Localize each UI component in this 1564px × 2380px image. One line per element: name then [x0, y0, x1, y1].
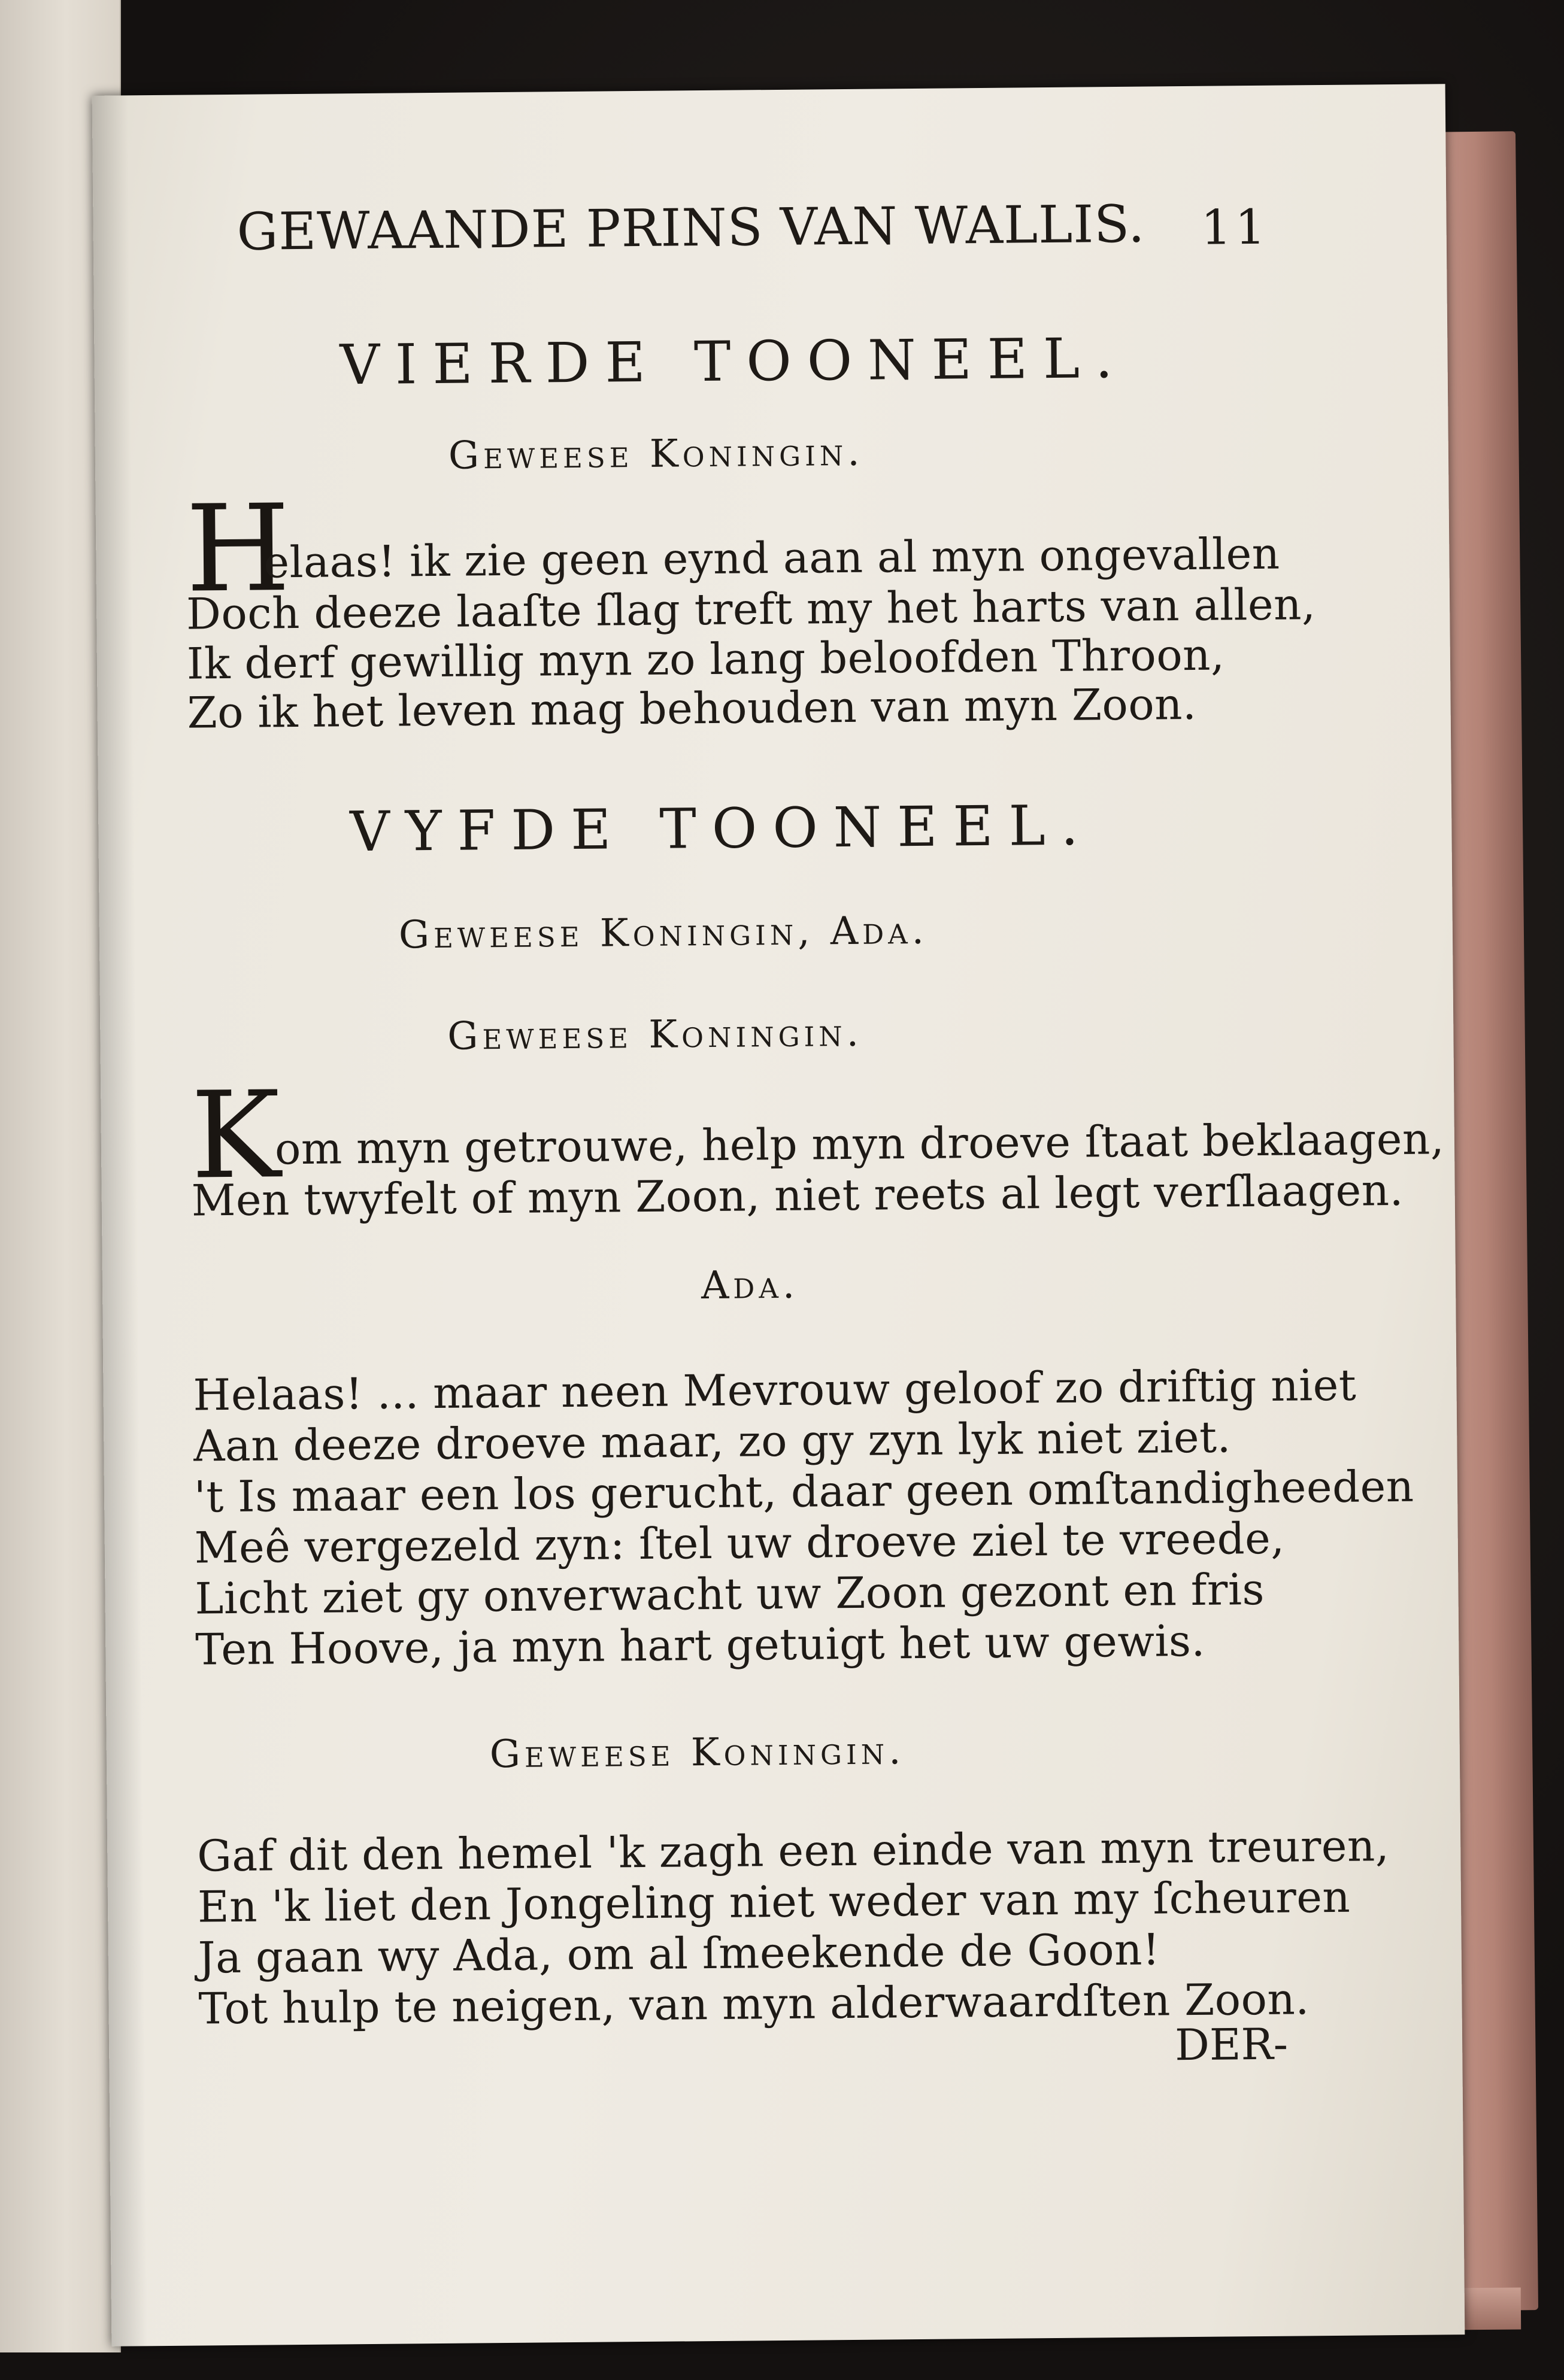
verse-line: 't Is maar een los gerucht, daar geen omſtandigheeden [193, 1461, 1414, 1522]
verse-line: Ja gaan wy Ada, om al ſmeekende de Goon! [198, 1924, 1160, 1983]
verse-line: Gaf dit den hemel 'k zagh een einde van myn treuren, [196, 1820, 1390, 1881]
page-text [92, 84, 1465, 2346]
drop-cap-h: H [185, 479, 291, 620]
verse-line: Doch deeze laaſte ſlag treft my het harts van allen, [186, 579, 1316, 639]
speaker-heading: Geweese Koningin. [448, 430, 864, 478]
verse-line: En 'k liet den Jongeling niet weder van my ſcheuren [197, 1871, 1351, 1932]
verse-line: Meê vergezeld zyn: ſtel uw droeve ziel te vreede, [194, 1513, 1285, 1573]
catchword: DER- [1174, 2018, 1289, 2071]
verse-line: Aan deeze droeve maar, zo gy zyn lyk niet ziet. [193, 1411, 1232, 1471]
speaker-heading: Geweese Koningin. [447, 1010, 863, 1059]
running-head: GEWAANDE PRINS VAN WALLIS. [237, 194, 1145, 262]
verse-line: Zo ik het leven mag behouden van myn Zoon. [187, 678, 1197, 738]
verse-line: Licht ziet gy onverwacht uw Zoon gezont en fris [195, 1564, 1265, 1624]
verse-line: elaas! ik zie geen eynd aan al myn ongevallen [263, 528, 1280, 588]
verse-line: Ik derf gewillig myn zo lang beloofden Throon, [186, 629, 1225, 689]
speaker-heading: Ada. [701, 1262, 799, 1309]
characters-heading: Geweese Koningin, Ada. [398, 908, 929, 958]
page-number: 11 [1201, 199, 1269, 256]
verse-line: Helaas! ... maar neen Mevrouw geloof zo driftig niet [193, 1359, 1357, 1420]
drop-cap-k: K [190, 1065, 281, 1206]
scene-title-5: VYFDE TOONEEL. [349, 793, 1095, 864]
speaker-heading: Geweese Koningin. [489, 1729, 905, 1777]
verse-line: Ten Hoove, ja myn hart getuigt het uw gewis. [195, 1615, 1206, 1675]
book-page [92, 84, 1465, 2346]
verse-line: Men twyfelt of myn Zoon, niet reets al legt verſlaagen. [191, 1164, 1404, 1226]
verse-line: Tot hulp te neigen, van myn alderwaardſten Zoon. [198, 1974, 1310, 2034]
scene-title-4: VIERDE TOONEEL. [340, 326, 1129, 397]
verse-line: om myn getrouwe, help myn droeve ſtaat beklaagen, [274, 1113, 1445, 1174]
